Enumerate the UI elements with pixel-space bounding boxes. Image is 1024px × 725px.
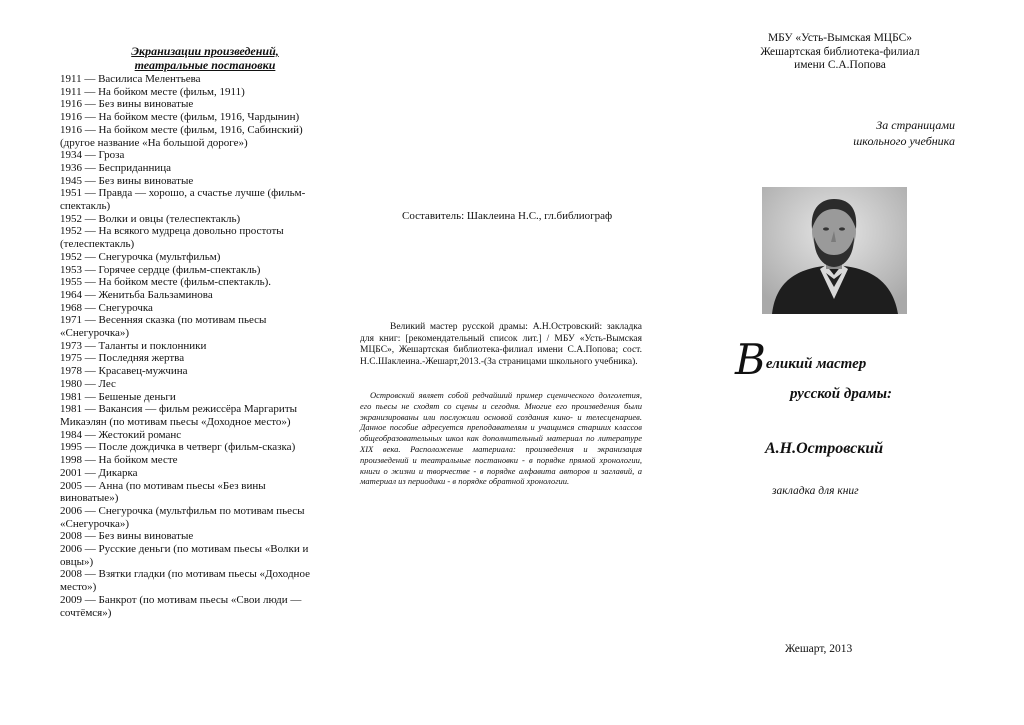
- filmography-item: 1911 — На бойком месте (фильм, 1911): [60, 85, 245, 98]
- filmography-item: 1953 — Горячее сердце (фильм-спектакль): [60, 263, 261, 276]
- abstract-text: Островский являет собой редчайший пример сценического долголетия, его пьесы не сходят со сцены и сегодня. Многие его произведения были экранизированы или послужили основой создания кино- и телесценариев. Данное пособие адресуется преподавателям и учащимся старших классов общеобразовательных школ как дополнительный материал по литературе XIX века. Расположение материала: произведения и экранизация произведений и театральные постановки - в порядке прямой хронологии, книги о жизни и творчестве - в порядке алфавита авторов и заглавий, а материал из периодики - в порядке обратной хронологии.: [360, 390, 642, 487]
- filmography-title-line2: театральные постановки: [134, 58, 276, 72]
- series-title: [805, 117, 955, 149]
- booklet-subtitle: закладка для книг: [772, 485, 859, 497]
- portrait-drawing: [762, 187, 907, 314]
- filmography-item: 2008 — Без вины виноватые: [60, 530, 194, 543]
- org-line-3: имени С.А.Попова: [794, 59, 886, 71]
- filmography-item: 2009 — Банкрот (по мотивам пьесы «Свои люди — сочтёмся»): [60, 593, 302, 619]
- title-line-1: [735, 335, 995, 384]
- filmography-item: 1936 — Бесприданница: [60, 161, 172, 174]
- filmography-item: 1911 — Василиса Мелентьева: [60, 73, 201, 85]
- filmography-item: 1964 — Женитьба Бальзаминова: [60, 288, 213, 301]
- filmography-item: 1916 — На бойком месте (фильм, 1916, Сабинский) (другое название «На большой дороге»): [60, 123, 303, 149]
- filmography-item: 1968 — Снегурочка: [60, 301, 153, 314]
- filmography-title: [60, 44, 340, 72]
- filmography-item: 1952 — Волки и овцы (телеспектакль): [60, 212, 241, 225]
- series-line-2: школьного учебника: [853, 134, 955, 148]
- filmography-item: 1984 — Жестокий романс: [60, 428, 182, 441]
- title-rest: еликий мастер: [765, 356, 867, 372]
- filmography-item: 1978 — Красавец-мужчина: [60, 365, 188, 378]
- filmography-item: 1945 — Без вины виноватые: [60, 174, 194, 187]
- middle-panel: [360, 0, 660, 725]
- filmography-item: 1952 — На всякого мудреца довольно простоты (телеспектакль): [60, 225, 284, 251]
- filmography-item: 1952 — Снегурочка (мультфильм): [60, 250, 221, 263]
- title-line-2: русской драмы:: [790, 386, 893, 402]
- place-year: Жешарт, 2013: [785, 643, 853, 655]
- filmography-item: 1980 — Лес: [60, 377, 116, 390]
- cover-panel: [680, 0, 1024, 725]
- booklet-title: [735, 335, 995, 403]
- filmography-item: 2008 — Взятки гладки (по мотивам пьесы «Доходное место»): [60, 568, 310, 594]
- filmography-item: 1973 — Таланты и поклонники: [60, 339, 207, 352]
- filmography-item: 1981 — Бешеные деньги: [60, 390, 176, 403]
- author-portrait: [762, 187, 907, 314]
- filmography-item: 1981 — Вакансия — фильм режиссёра Маргариты Микаэлян (по мотивам пьесы «Доходное место»): [60, 403, 298, 428]
- series-line-1: За страницами: [876, 118, 955, 132]
- filmography-item: 1916 — Без вины виноватые: [60, 98, 194, 111]
- filmography-item: 1998 — На бойком месте: [60, 454, 178, 467]
- filmography-column: [60, 44, 340, 619]
- bibliographic-record: Великий мастер русской драмы: А.Н.Островский: закладка для книг: [рекомендательный список лит.] / МБУ «Усть-Вымская МЦБС», Жешартская библиотека-филиал имени С.А.Попова; сост. Н.С.Шаклеина.-Жешарт,2013.-(За страницами школьного учебника).: [360, 322, 642, 367]
- filmography-item: 1955 — На бойком месте (фильм-спектакль).: [60, 276, 272, 289]
- filmography-item: 1951 — Правда — хорошо, а счастье лучше (фильм- спектакль): [60, 187, 306, 213]
- filmography-item: 2001 — Дикарка: [60, 466, 138, 479]
- filmography-list: [60, 73, 340, 619]
- author-name: А.Н.Островский: [765, 440, 884, 457]
- org-line-2: Жешартская библиотека-филиал: [760, 45, 920, 58]
- filmography-item: 1975 — Последняя жертва: [60, 352, 185, 365]
- filmography-item: 1916 — На бойком месте (фильм, 1916, Чардынин): [60, 111, 300, 124]
- filmography-item: 2005 — Анна (по мотивам пьесы «Без вины виноватые»): [60, 479, 266, 505]
- filmography-item: 2006 — Снегурочка (мультфильм по мотивам пьесы «Снегурочка»): [60, 504, 305, 530]
- filmography-item: 2006 — Русские деньги (по мотивам пьесы «Волки и овцы»): [60, 543, 309, 568]
- compiler-credit: Составитель: Шаклеина Н.С., гл.библиограф: [402, 210, 613, 222]
- organization-header: [705, 32, 975, 73]
- org-line-1: МБУ «Усть-Вымская МЦБС»: [767, 32, 913, 44]
- title-dropcap: В: [735, 335, 766, 384]
- filmography-item: 1995 — После дождичка в четверг (фильм-сказка): [60, 441, 296, 454]
- filmography-item: 1971 — Весенняя сказка (по мотивам пьесы «Снегурочка»): [60, 314, 267, 340]
- filmography-item: 1934 — Гроза: [60, 149, 125, 162]
- filmography-title-line1: Экранизации произведений,: [131, 44, 279, 58]
